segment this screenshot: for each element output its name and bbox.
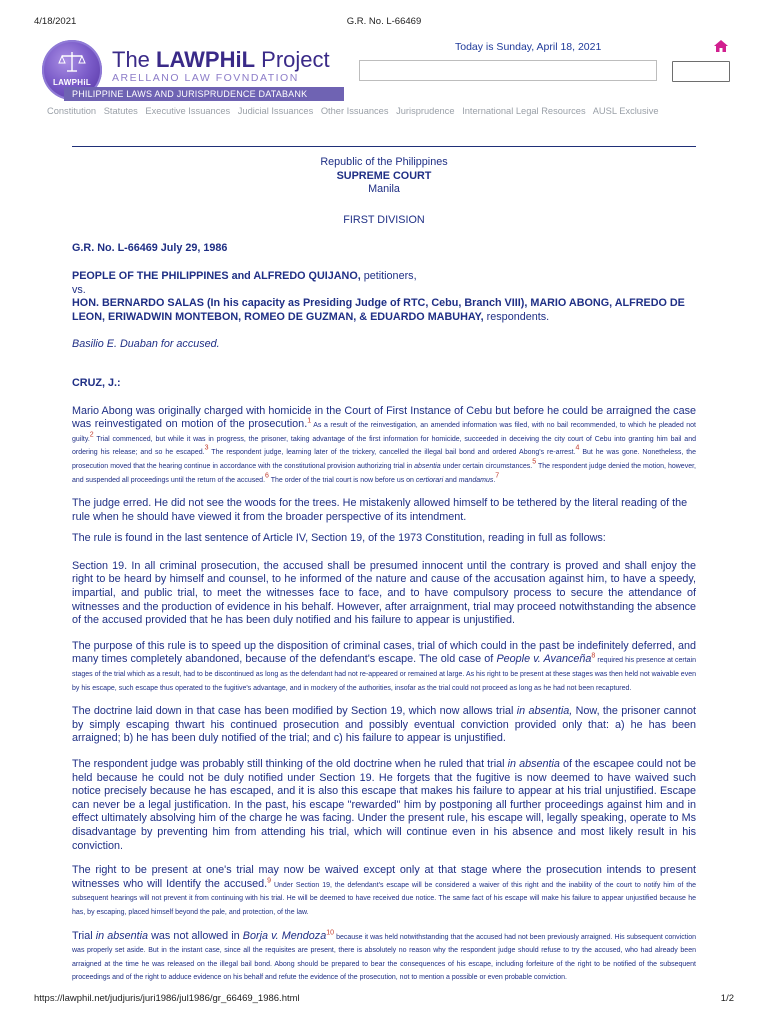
databank-banner: PHILIPPINE LAWS AND JURISPRUDENCE DATABANK: [64, 87, 344, 101]
respondents-line: [72, 297, 696, 324]
constitution-quote: Section 19. In all criminal prosecution, the accused shall be presumed innocent until the contrary is proved and shall enjoy the right to be heard by himself and counsel, to he informed of the nature and cause of the accusation against him, to have a speedy, impartial, and public trial, to meet the witnesses face to face, and to have compulsory process to secure the attendance of witnesses and the production of evidence in his behalf. However, after arraignment, trial may proceed notwithstanding the absence of the accused provided that he has been duly notified and his failure to appear is unjustified.: [72, 559, 696, 627]
division-line: FIRST DIVISION: [343, 213, 425, 226]
p6-a: The respondent judge was probably still thinking of the old doctrine when he ruled that trial: [72, 758, 508, 770]
p1-small-b: Trial commenced, but while it was in progress, the prisoner, taking advantage of the first information for homicide, succeeded in deceiving the city court of Cebu into granting him bail and ordering his release; and so he escaped.: [72, 435, 696, 457]
p4-small: required his presence at certain stages of the trial which as a result, had to be discontinued as long as the defendant had not re-appeared or remained at large. As his right to be present at these stages was then held not waivable even by his escape, such escape thus operated to the fugitive's advantage, and in mockery of the authorities, insofar as the trial could not proceed as long as he had not been recaptured.: [72, 657, 696, 692]
p1-small-d: But he was gone. Nonetheless, the prosecution moved that the hearing continue in accordance with the constitutional provision authorizing trial in: [72, 449, 696, 470]
main-nav: [47, 106, 664, 116]
search-button[interactable]: [672, 61, 730, 82]
p1-end: .: [493, 476, 496, 484]
footnote-3[interactable]: 3: [204, 444, 209, 452]
footnote-10[interactable]: 10: [326, 928, 335, 936]
logo-word: LAWPHiL: [52, 78, 92, 87]
decision-content: [72, 156, 696, 984]
court-line: SUPREME COURT: [336, 169, 432, 182]
respondents: HON. BERNARDO SALAS (In his capacity as Presiding Judge of RTC, Cebu, Branch VIII), MARIO ABONG, ALFREDO DE LEON, ERIWADWIN MONTEBON, ROMEO DE GUZMAN, & EDUARDO MABUHAY,: [72, 297, 685, 323]
counsel-line: Basilio E. Duaban for accused.: [72, 338, 220, 351]
paragraph-3: The rule is found in the last sentence of Article IV, Section 19, of the 1973 Constitution, reading in full as follows:: [72, 532, 606, 545]
footnote-5[interactable]: 5: [532, 458, 537, 466]
petitioners: PEOPLE OF THE PHILIPPINES and ALFREDO QUIJANO,: [72, 269, 361, 282]
print-date: 4/18/2021: [34, 16, 77, 27]
p1-and: and: [443, 476, 459, 484]
page-number: 1/2: [720, 993, 734, 1004]
nav-ausl-exclusive[interactable]: AUSL Exclusive: [592, 106, 659, 116]
footnote-4[interactable]: 4: [575, 444, 580, 452]
footnote-6[interactable]: 6: [265, 471, 269, 479]
p1-small-c: The respondent judge, learning later of the trickery, cancelled the illegal bail bond and ordered Abong's re-arrest.: [208, 449, 576, 457]
search-input[interactable]: [359, 60, 657, 81]
p1-small-a: As a result of the reinvestigation, an amended information was filed, with no bail recommended, to which he pleaded not guilty.: [72, 422, 697, 443]
print-url: https://lawphil.net/judjuris/juri1986/jul1986/gr_66469_1986.html: [34, 993, 300, 1004]
paragraph-2: The judge erred. He did not see the woods for the trees. He mistakenly allowed himself to be tethered by the literal reading of the rule when he should have viewed it from the broader perspective of its intendment.: [72, 497, 688, 523]
paragraph-8: [72, 930, 696, 984]
brand-bold: LAWPHiL: [156, 47, 256, 72]
home-icon[interactable]: [713, 39, 729, 53]
p8-italic: in absentia: [95, 929, 149, 942]
ponente: CRUZ, J.:: [72, 376, 121, 389]
case-number: G.R. No. L-66469 July 29, 1986: [72, 242, 228, 255]
p6-b: of the escapee could not be held because he could not be duly notified under Section 19. He forgets that the fugitive is now deemed to have waived such notice precisely because he has escaped, and it is also this escape that makes his failure to appear at his trial unjustified. Escape can never be a legal justification. In the past, his escape "rewarded" him by postponing all further proceedings against him and in effect ultimately absolving him of the charge he was facing. Under the present rule, his escape will, legally speaking, operate to Ms disadvantage by preventing him from attending his trial, which will continue even in his absence and most likely result in his conviction.: [72, 758, 696, 852]
p5-a: The doctrine laid down in that case has been modified by Section 19, which now allows trial: [72, 705, 517, 718]
paragraph-4: [72, 640, 696, 694]
petitioners-line: [72, 270, 696, 284]
site-brand[interactable]: [112, 47, 330, 73]
footnote-7[interactable]: 7: [495, 471, 500, 479]
nav-constitution[interactable]: Constitution: [47, 106, 97, 116]
paragraph-6: [72, 758, 696, 853]
p5-b: Now, the prisoner cannot by simply escaping thwart his continued prosecution and possibly eventual conviction provided only that: a) he has been arraigned; b) he has been duly notified of the trial; and c) his failure to appear is unjustified.: [72, 705, 696, 745]
p1-mandamus: mandamus: [458, 476, 494, 484]
p1-text: Mario Abong was originally charged with homicide in the Court of First Instance of Cebu but before he could be arraigned the case was reinvestigated on motion of the prosecution.: [72, 404, 696, 431]
p7-small: Under Section 19, the defendant's escape will be considered a waiver of this right and the inability of the court to notify him of the subsequent hearings will not prevent it from continuing with his trial. He will be deemed to have received due notice. The same fact of his escape will make his failure to appear unjustified because he has, by escaping, placed himself beyond the pale, and protection, of the law.: [72, 881, 696, 916]
p4-text: The purpose of this rule is to speed up the disposition of criminal cases, trial of which could in the past be indefinitely deferred, and many times completely abandoned, because of the defendant's escape. The old case of: [72, 639, 696, 666]
p8-a: Trial: [72, 929, 96, 942]
print-header: [34, 16, 734, 28]
respondents-label: respondents.: [483, 310, 550, 323]
versus: vs.: [72, 283, 86, 296]
p5-italic: in absentia,: [516, 705, 573, 718]
nav-judicial-issuances[interactable]: Judicial Issuances: [237, 106, 314, 116]
p4-case: People v. Avanceña: [496, 653, 592, 666]
city-line: Manila: [368, 183, 400, 196]
nav-other-issuances[interactable]: Other Issuances: [320, 106, 389, 116]
header-divider: [72, 146, 696, 147]
nav-jurisprudence[interactable]: Jurisprudence: [396, 106, 455, 116]
footnote-2[interactable]: 2: [89, 431, 94, 439]
p1-small-d-italic: absentia: [414, 462, 441, 470]
nav-statutes[interactable]: Statutes: [103, 106, 138, 116]
foundation-name: ARELLANO LAW FOVNDATION: [112, 72, 299, 84]
p7-text: The right to be present at one's trial may now be waived except only at that stage where the prosecution intends to present witnesses who will Identify the accused.: [72, 864, 696, 890]
footnote-1[interactable]: 1: [307, 417, 312, 425]
nav-executive-issuances[interactable]: Executive Issuances: [145, 106, 231, 116]
p1-small-f: The respondent judge denied the motion, however, and suspended all proceedings until the return of the accused.: [72, 462, 696, 484]
petitioners-label: petitioners,: [360, 269, 417, 282]
today-date: Today is Sunday, April 18, 2021: [455, 41, 602, 53]
p1-small-g: The order of the trial court is now before us on: [268, 476, 416, 484]
p1-certiorari: certiorari: [415, 476, 444, 484]
p8-b: was not allowed in: [148, 929, 243, 942]
paragraph-1: [72, 405, 696, 487]
brand-suffix: Project: [255, 47, 330, 72]
scales-of-justice-icon: [58, 50, 86, 74]
republic-line: Republic of the Philippines: [320, 156, 448, 168]
brand-prefix: The: [112, 47, 157, 72]
print-title: G.R. No. L-66469: [346, 16, 422, 27]
footnote-8[interactable]: 8: [591, 652, 596, 660]
paragraph-5: [72, 705, 696, 746]
p8-small: because it was held notwithstanding that the accused had not been previously arraigned. His subsequent conviction was properly set aside. But in the instant case, since all the requisites are present, there is absolutely no reason why the respondent judge should refuse to try the accused, who had already been arraigned at the time he was released on the illegal bail bond. Abong should be prepared to bear the consequences of his escape, including forfeiture of the right to be notified of the subsequent proceedings and of the right to adduce evidence on his behalf and refute the evidence of the prosecution, not to mention a possible or even probable conviction.: [72, 933, 697, 982]
p1-small-e: under certain circumstances.: [440, 462, 533, 470]
p8-case: Borja v. Mendoza: [242, 929, 327, 942]
footnote-9[interactable]: 9: [267, 877, 272, 885]
paragraph-7: [72, 864, 696, 918]
p6-italic: in absentia: [507, 758, 560, 770]
nav-international-legal-resources[interactable]: International Legal Resources: [462, 106, 586, 116]
